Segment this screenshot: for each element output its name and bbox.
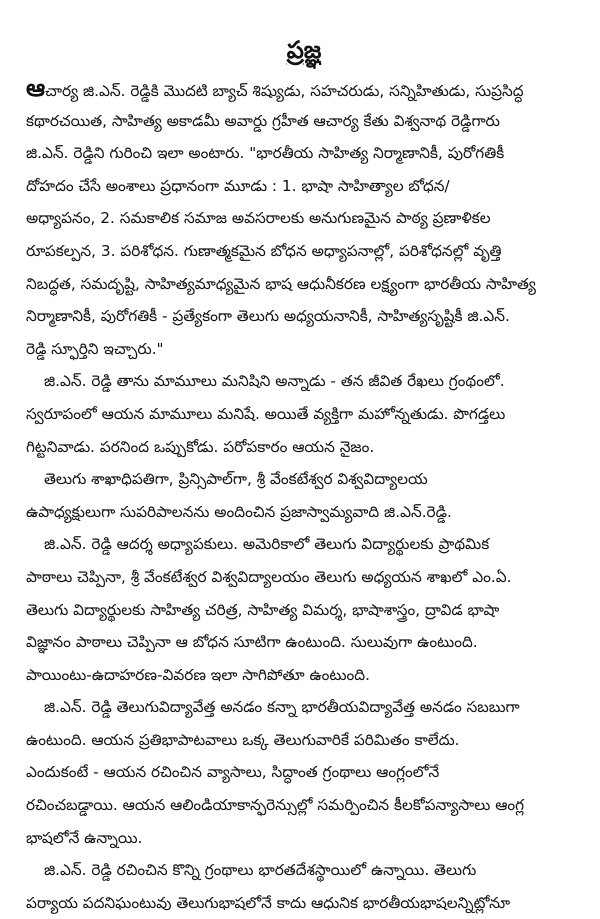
paragraph-4-line: విజ్ఞానం పాఠాలు చెప్పినా ఆ బోధన సూటిగా ఉంటుంది. సులువుగా ఉంటుంది. [26, 633, 478, 652]
paragraph-2-line: జి.ఎన్. రెడ్డి తాను మామూలు మనిషిని అన్నాడు - తన జీవిత రేఖలు గ్రంథంలో. [44, 372, 505, 391]
paragraph-5-line: భాషలోనే ఉన్నాయి. [26, 828, 143, 847]
paragraph-4-line: పాఠాలు చెప్పినా, శ్రీ వేంకటేశ్వర విశ్వవిద్యాలయం తెలుగు అధ్యయన శాఖలో ఎం.ఏ. [26, 567, 512, 586]
paragraph-3-line: తెలుగు శాఖాధిపతిగా, ప్రిన్సిపాల్‌గా, శ్రీ వేంకటేశ్వర విశ్వవిద్యాలయ [44, 470, 428, 489]
paragraph-5 [26, 691, 582, 854]
paragraph-4 [26, 528, 582, 691]
paragraph-2 [26, 365, 582, 463]
line-text: చార్య జి.ఎన్. రెడ్డికి మొదటి బ్యాచ్ శిష్యుడు, సహచరుడు, సన్నిహితుడు, సుప్రసిద్ధ [45, 82, 524, 100]
paragraph-5-line: జి.ఎన్. రెడ్డి తెలుగువిద్యావేత్త అనడం కన్నా భారతీయవిద్యావేత్త అనడం సబబుగా [44, 698, 520, 717]
paragraph-1-line: రెడ్డి స్ఫూర్తిని ఇచ్చారు." [26, 339, 164, 358]
paragraph-1-line: నిబద్ధత, సమదృష్టి, సాహిత్యమాధ్యమైన భాష ఆధునీకరణ లక్ష్యంగా భారతీయ సాహిత్య [26, 274, 536, 293]
paragraph-2-line: స్వరూపంలో ఆయన మామూలు మనిషే. అయితే వ్యక్తిగా మహోన్నతుడు. పొగడ్తలు [26, 404, 506, 423]
paragraph-4-line: తెలుగు విద్యార్థులకు సాహిత్య చరిత్ర, సాహిత్య విమర్శ, భాషాశాస్త్రం, ద్రావిడ భాషా [26, 600, 500, 619]
paragraph-3-line: ఉపాధ్యక్షులుగా సుపరిపాలనను అందించిన ప్రజాస్వామ్యవాది జి.ఎన్.రెడ్డి. [26, 502, 452, 521]
paragraph-4-line: పాయింటు-ఉదాహరణ-వివరణ ఇలా సాగిపోతూ ఉంటుంది. [26, 665, 370, 684]
paragraph-5-line: ఎందుకంటే - ఆయన రచించిన వ్యాసాలు, సిద్ధాంత గ్రంథాలు ఆంగ్లంలోనే [26, 763, 440, 782]
paragraph-6 [26, 854, 582, 919]
paragraph-5-line: ఉంటుంది. ఆయన ప్రతిభాపాటవాలు ఒక్క తెలుగువారికే పరిమితం కాలేదు. [26, 730, 460, 749]
paragraph-2-line: గిట్టనివాడు. పరనింద ఒప్పుకోడు. పరోపకారం ఆయన నైజం. [26, 437, 375, 456]
paragraph-1 [26, 72, 582, 365]
paragraph-1-line: రూపకల్పన, 3. పరిశోధన. గుణాత్మకమైన బోధన అధ్యాపనాల్లో, పరిశోధనల్లో వృత్తి [26, 241, 502, 260]
paragraph-6-line: జి.ఎన్. రెడ్డి రచించిన కొన్ని గ్రంథాలు భారతదేశస్థాయిలో ఉన్నాయి. తెలుగు [44, 861, 477, 880]
paragraph-3 [26, 463, 582, 528]
paragraph-1-line: కథారచయిత, సాహిత్య అకాడమీ అవార్డు గ్రహీత ఆచార్య కేతు విశ్వనాథ రెడ్డిగారు [26, 111, 500, 130]
paragraph-1-line: నిర్మాణానికీ, పురోగతికీ - ప్రత్యేకంగా తెలుగు అధ్యయనానికీ, సాహిత్యసృష్టికీ జి.ఎన్. [26, 307, 510, 326]
paragraph-1-line: దోహదం చేసే అంశాలు ప్రధానంగా మూడు : 1. భాషా సాహిత్యాల బోధన/ [26, 176, 450, 195]
paragraph-6-line: పర్యాయ పదనిఘంటువు తెలుగుభాషలోనే కాదు ఆధునిక భారతీయభాషలన్నిట్లోనూ [26, 893, 511, 912]
drop-cap: ఆ [26, 74, 46, 102]
page-title: ప్రజ్ఞ [286, 36, 322, 64]
paragraph-4-line: జి.ఎన్. రెడ్డి ఆదర్శ అధ్యాపకులు. అమెరికాలో తెలుగు విద్యార్థులకు ప్రాథమిక [44, 535, 490, 554]
paragraph-1-line: అధ్యాపనం, 2. సమకాలిక సమాజ అవసరాలకు అనుగుణమైన పాఠ్య ప్రణాళికల [26, 209, 491, 228]
paragraph-5-line: రచించబడ్డాయి. ఆయన ఆలిండియాకాన్ఫరెన్సుల్లో సమర్పించిన కీలకోపన్యాసాలు ఆంగ్ల [26, 796, 525, 815]
paragraph-1-line: జి.ఎన్. రెడ్డిని గురించి ఇలా అంటారు. "భారతీయ సాహిత్య నిర్మాణానికీ, పురోగతికీ [26, 144, 505, 163]
paragraph-1-line-1 [26, 72, 582, 105]
